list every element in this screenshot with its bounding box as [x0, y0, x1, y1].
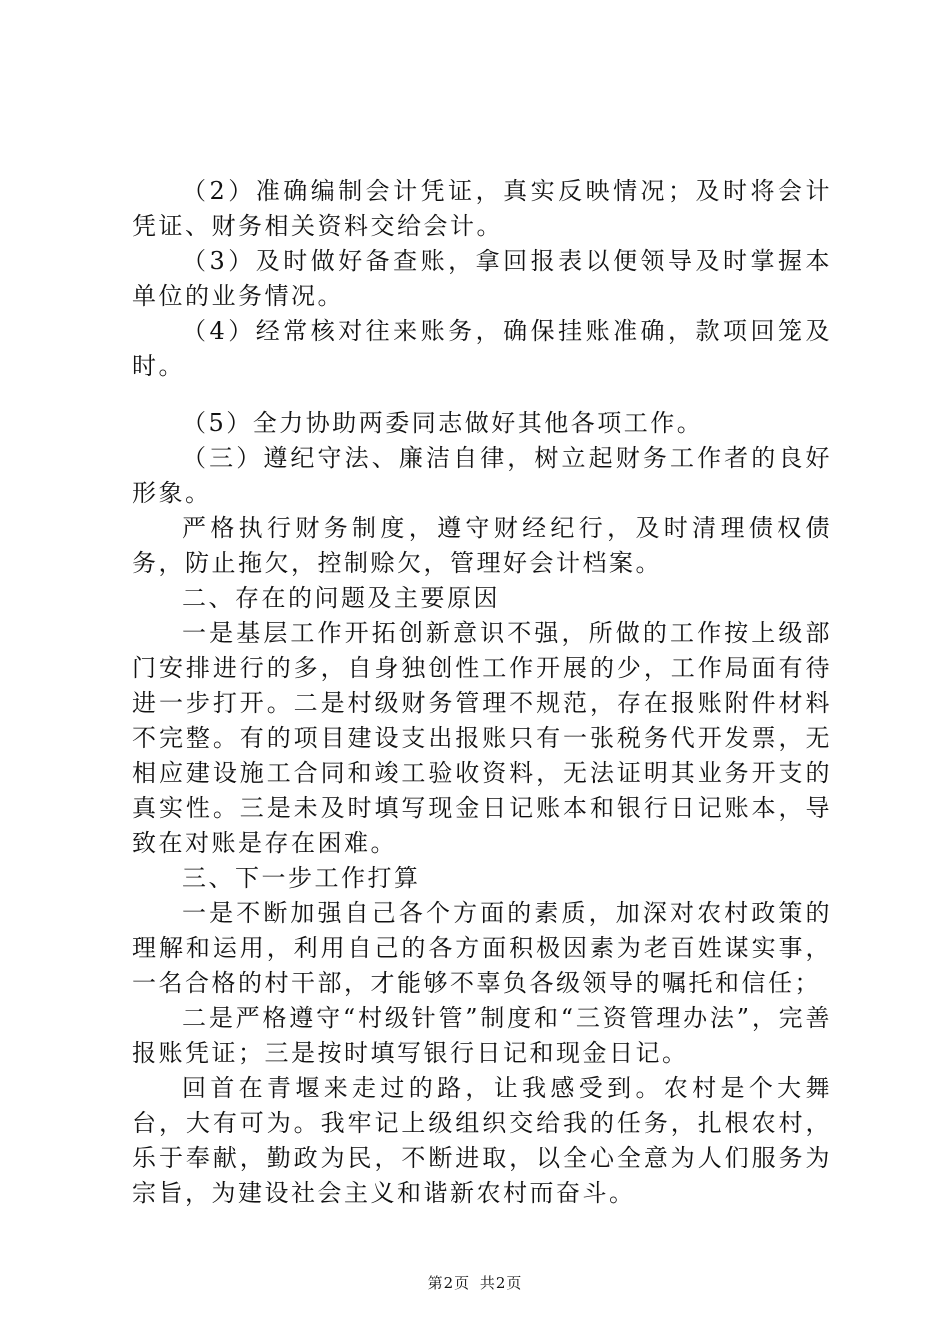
- paragraph-conclusion: 回首在青堰来走过的路，让我感受到。农村是个大舞台，大有可为。我牢记上级组织交给我的任务，扎根农村，乐于奉献，勤政为民，不断进取，以全心全意为人们服务为宗旨，为建设社会主义和谐新农村而奋斗。: [132, 1074, 832, 1207]
- section-heading-discipline: （三）遵纪守法、廉洁自律，树立起财务工作者的良好形象。: [132, 444, 832, 507]
- paragraph-discipline: 严格执行财务制度，遵守财经纪行，及时清理债权债务，防止拖欠，控制赊欠，管理好会计档案。: [132, 514, 832, 577]
- page-number: 第2页: [427, 1274, 471, 1292]
- document-body: [132, 174, 832, 1211]
- paragraph-plan-two: 二是严格遵守“村级针管”制度和“三资管理办法”，完善报账凭证；三是按时填写银行日记和现金日记。: [132, 1004, 832, 1067]
- page-footer: [0, 1272, 950, 1293]
- paragraph-item-5: （5）全力协助两委同志做好其他各项工作。: [182, 409, 704, 437]
- paragraph-problems: 一是基层工作开拓创新意识不强，所做的工作按上级部门安排进行的多，自身独创性工作开展的少，工作局面有待进一步打开。二是村级财务管理不规范，存在报账附件材料不完整。有的项目建设支出报账只有一张税务代开发票，无相应建设施工合同和竣工验收资料，无法证明其业务开支的真实性。三是未及时填写现金日记账本和银行日记账本，导致在对账是存在困难。: [132, 619, 832, 857]
- paragraph-plan-one: 一是不断加强自己各个方面的素质，加深对农村政策的理解和运用，利用自己的各方面积极因素为老百姓谋实事，一名合格的村干部，才能够不辜负各级领导的嘱托和信任；: [132, 899, 832, 997]
- section-heading-problems: 二、存在的问题及主要原因: [182, 584, 500, 612]
- page-total: 共2页: [479, 1274, 523, 1292]
- paragraph-item-2: （2）准确编制会计凭证，真实反映情况；及时将会计凭证、财务相关资料交给会计。: [132, 177, 832, 240]
- paragraph-item-3: （3）及时做好备查账，拿回报表以便领导及时掌握本单位的业务情况。: [132, 247, 832, 310]
- paragraph-item-4: （4）经常核对往来账务，确保挂账准确，款项回笼及时。: [132, 317, 832, 380]
- section-heading-plans: 三、下一步工作打算: [182, 864, 421, 892]
